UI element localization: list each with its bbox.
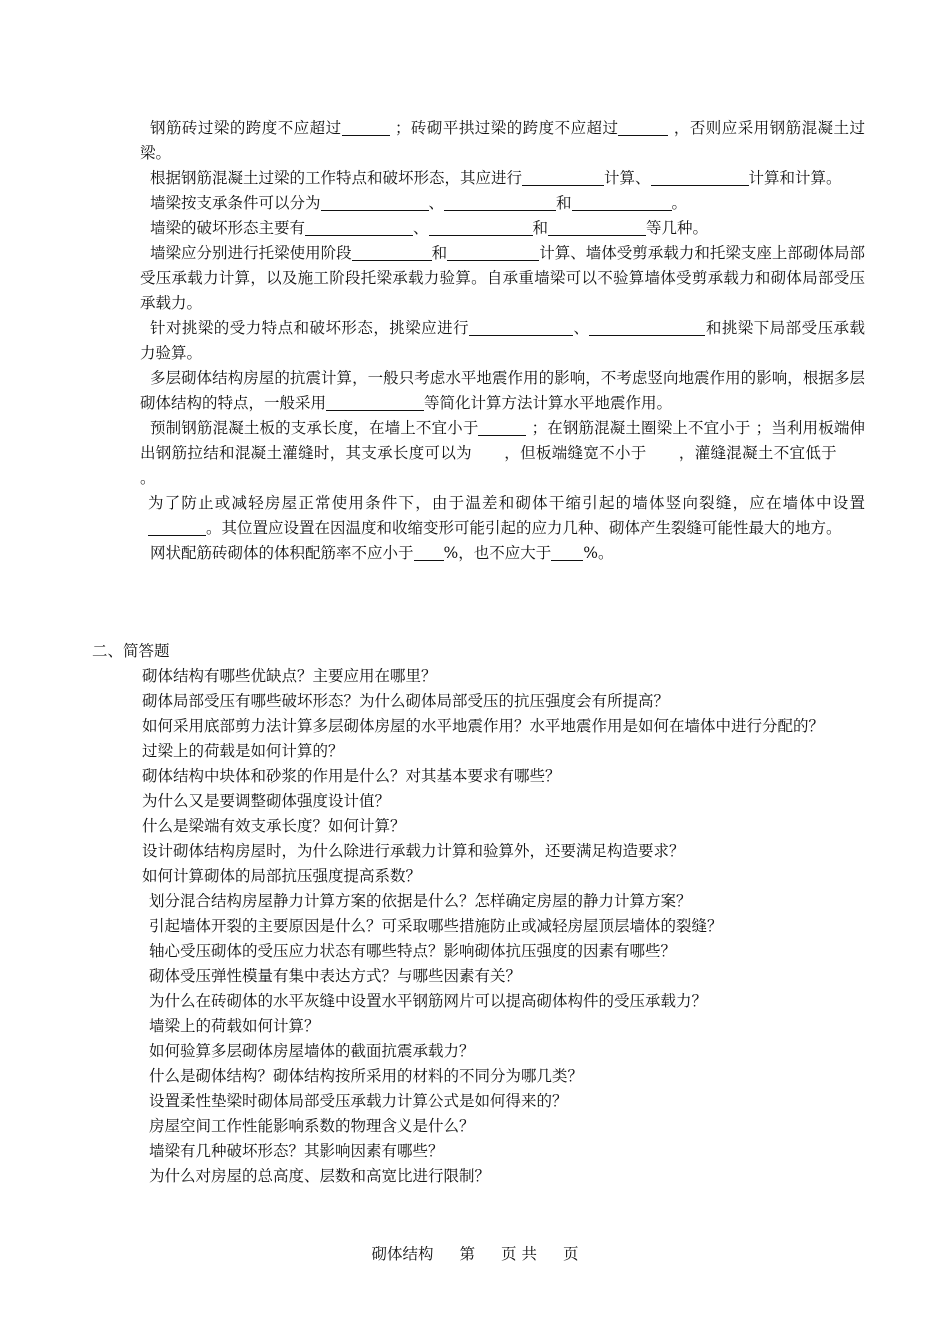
answer-blank <box>429 218 533 236</box>
answer-blank <box>551 543 583 561</box>
question-text: 。 <box>671 194 688 212</box>
question-item: 划分混合结构房屋静力计算方案的依据是什么？怎样确定房屋的静力计算方案？ <box>149 892 692 910</box>
question-item: 如何验算多层砌体房屋墙体的截面抗震承载力？ <box>149 1042 475 1060</box>
question-item: 轴心受压砌体的受压应力状态有哪些特点？影响砌体抗压强度的因素有哪些？ <box>149 942 677 960</box>
question-item: 为什么在砖砌体的水平灰缝中设置水平钢筋网片可以提高砌体构件的受压承载力？ <box>149 992 708 1010</box>
question-text: 针对挑梁的受力特点和破坏形态，挑梁应进行 <box>150 319 470 337</box>
question-text: ；当利用板端伸出钢筋拉结和混凝土灌缝时，其支承长度可以为 <box>140 419 865 462</box>
answer-blank <box>321 193 429 211</box>
answer-blank <box>352 243 432 261</box>
answer-blank <box>522 168 604 186</box>
fill-item <box>140 166 865 191</box>
question-text: 预制钢筋混凝土板的支承长度，在墙上不宜小于 <box>150 419 479 437</box>
fill-item <box>140 191 865 216</box>
question-item: 砌体局部受压有哪些破坏形态？为什么砌体局部受压的抗压强度会有所提高？ <box>142 692 670 710</box>
question-item: 如何采用底部剪力法计算多层砌体房屋的水平地震作用？水平地震作用是如何在墙体中进行分配的？ <box>142 717 825 735</box>
footer-page-mid: 页 共 <box>501 1245 537 1263</box>
answer-blank <box>148 518 206 536</box>
question-text: ；在钢筋混凝土圈梁上不宜小于 <box>531 419 751 437</box>
question-text: %。 <box>583 544 614 562</box>
fill-item <box>140 241 865 316</box>
question-item: 房屋空间工作性能影响系数的物理含义是什么？ <box>149 1117 475 1135</box>
question-text: ；砖砌平拱过梁的跨度不应超过 <box>394 119 619 137</box>
question-text: 为了防止或减轻房屋正常使用条件下，由于温差和砌体干缩引起的墙体竖向裂缝，应在墙体中设置 <box>148 494 865 512</box>
question-item: 砌体结构中块体和砂浆的作用是什么？对其基本要求有哪些？ <box>142 767 561 785</box>
question-item: 什么是梁端有效支承长度？如何计算？ <box>142 817 406 835</box>
answer-blank <box>572 193 672 211</box>
fill-item <box>140 491 865 541</box>
question-item: 为什么又是要调整砌体强度设计值？ <box>142 792 391 810</box>
question-text: 和 <box>532 219 549 237</box>
question-item: 砌体结构有哪些优缺点？主要应用在哪里？ <box>142 667 437 685</box>
fill-item <box>140 116 865 166</box>
question-item: 墙梁有几种破坏形态？其影响因素有哪些？ <box>149 1142 444 1160</box>
answer-blank <box>478 418 526 436</box>
question-text: 和 <box>556 194 572 212</box>
question-item: 什么是砌体结构？砌体结构按所采用的材料的不同分为哪几类？ <box>149 1067 584 1085</box>
fill-item <box>140 416 865 491</box>
question-text: ，但板端缝宽不小于 <box>503 444 647 462</box>
answer-blank <box>447 243 539 261</box>
question-text: 计算和计算。 <box>748 169 842 187</box>
page-footer <box>0 1243 950 1265</box>
question-item: 墙梁上的荷载如何计算？ <box>149 1017 320 1035</box>
question-item: 砌体受压弹性模量有集中表达方式？与哪些因素有关？ <box>149 967 522 985</box>
question-text: 。 <box>140 469 156 487</box>
answer-blank <box>651 168 749 186</box>
answer-blank <box>618 118 668 136</box>
footer-page-suffix: 页 <box>562 1245 579 1263</box>
question-text: ，灌缝混凝土不宜低于 <box>678 444 837 462</box>
question-item: 过梁上的荷载是如何计算的？ <box>142 742 344 760</box>
question-text: 网状配筋砖砌体的体积配筋率不应小于 <box>150 544 414 562</box>
question-text: 。其位置应设置在因温度和收缩变形可能引起的应力几种、砌体产生裂缝可能性最大的地方。 <box>206 519 842 537</box>
question-text: 等几种。 <box>646 219 709 237</box>
answer-blank <box>342 118 390 136</box>
answer-blank <box>326 393 424 411</box>
fill-in-blank-section <box>140 116 865 566</box>
question-text: 根据钢筋混凝土过梁的工作特点和破坏形态，其应进行 <box>150 169 523 187</box>
answer-blank <box>305 218 413 236</box>
answer-blank <box>589 318 705 336</box>
answer-blank <box>548 218 646 236</box>
short-answer-list <box>142 664 865 1189</box>
question-text: 等简化计算方法计算水平地震作用。 <box>424 394 673 412</box>
question-text: %，也不应大于 <box>443 544 552 562</box>
question-text: ，否则应采用钢筋混凝土过梁。 <box>140 119 865 162</box>
question-text: 和 <box>431 244 448 262</box>
answer-blank <box>469 318 573 336</box>
question-item: 为什么对房屋的总高度、层数和高宽比进行限制？ <box>149 1167 491 1185</box>
question-text: 计算、 <box>604 169 651 187</box>
answer-blank <box>414 543 444 561</box>
footer-course-name: 砌体结构 <box>371 1245 434 1263</box>
question-text: 、 <box>573 319 590 337</box>
fill-item <box>140 541 865 566</box>
fill-item <box>140 216 865 241</box>
question-text: 、 <box>428 194 445 212</box>
question-text: 墙梁应分别进行托梁使用阶段 <box>150 244 352 262</box>
question-text: 墙梁按支承条件可以分为 <box>150 194 321 212</box>
section-heading: 二、简答题 <box>92 642 170 660</box>
fill-item <box>140 366 865 416</box>
question-item: 如何计算砌体的局部抗压强度提高系数？ <box>142 867 422 885</box>
question-text: 计算、墙体受剪承载力和托梁支座上部砌体局部受压承载力计算，以及施工阶段托梁承载力验算。自承重墙梁可以不验算墙体受剪承载力和砌体局部受压承载力。 <box>140 244 865 312</box>
question-text: 和挑梁下局部受压承载力验算。 <box>140 319 865 362</box>
question-item: 引起墙体开裂的主要原因是什么？可采取哪些措施防止或减轻房屋顶层墙体的裂缝？ <box>149 917 723 935</box>
footer-page-prefix: 第 <box>459 1245 476 1263</box>
fill-item <box>140 316 865 366</box>
question-text: 、 <box>413 219 429 237</box>
question-text: 墙梁的破坏形态主要有 <box>150 219 306 237</box>
question-text: 多层砌体结构房屋的抗震计算，一般只考虑水平地震作用的影响，不考虑竖向地震作用的影响，根据多层砌体结构的特点，一般采用 <box>140 369 865 412</box>
answer-blank <box>444 193 556 211</box>
question-item: 设置柔性垫梁时砌体局部受压承载力计算公式是如何得来的？ <box>149 1092 568 1110</box>
question-text: 钢筋砖过梁的跨度不应超过 <box>150 119 342 137</box>
question-item: 设计砌体结构房屋时，为什么除进行承载力计算和验算外，还要满足构造要求？ <box>142 842 685 860</box>
